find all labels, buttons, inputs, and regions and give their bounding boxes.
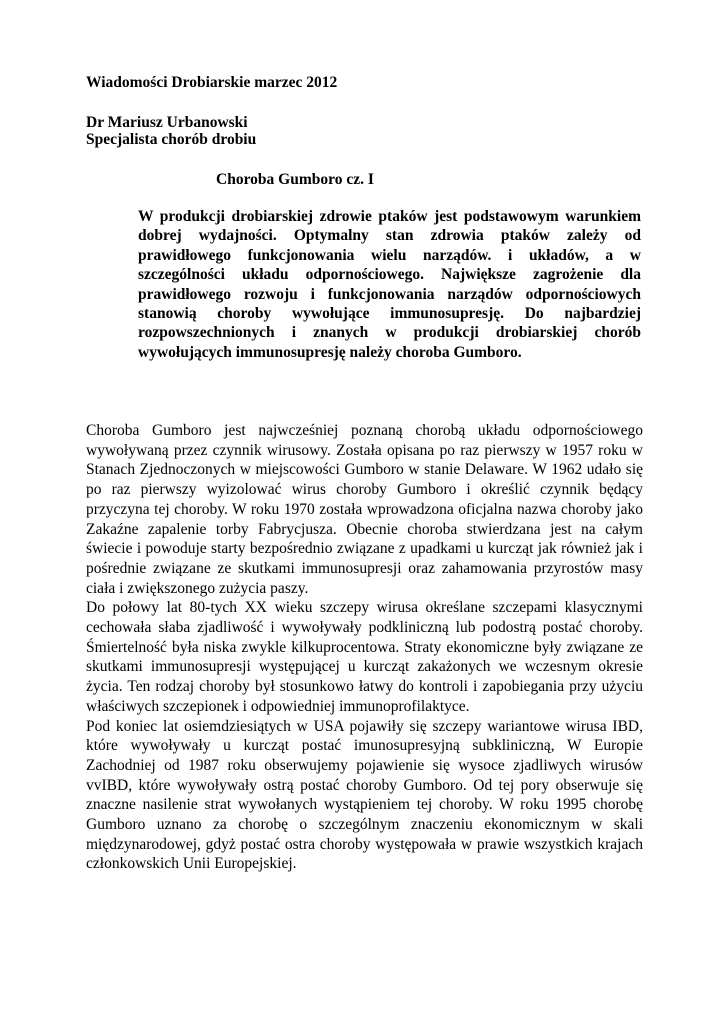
body-paragraph: Pod koniec lat osiemdziesiątych w USA pojawiły się szczepy wariantowe wirusa IBD, które wywoływały u kurcząt postać imunosupresyjną subkliniczną, W Europie Zachodniej od 1987 roku obserwujemy pojawienie się wysoce zjadliwych wirusów vvIBD, które wywoływały ostrą postać choroby Gumboro. Od tej pory obserwuje się znaczne nasilenie strat wywołanych wystąpieniem tej choroby. W roku 1995 chorobę Gumboro uznano za chorobę o szczególnym znaczeniu ekonomicznym w skali międzynarodowej, gdyż postać ostra choroby występowała w prawie wszystkich krajach członkowskich Unii Europejskiej. <box>86 717 643 873</box>
author-name: Dr Mariusz Urbanowski <box>86 114 248 131</box>
body-paragraph: Choroba Gumboro jest najwcześniej poznaną chorobą układu odpornościowego wywoływaną przez czynnik wirusowy. Została opisana po raz pierwszy w 1957 roku w Stanach Zjednoczonych w miejscowości Gumboro w stanie Delaware. W 1962 udało się po raz pierwszy wyizolować wirus choroby Gumboro i określić czynnik będący przyczyna tej choroby. W roku 1970 została wprowadzona oficjalna nazwa choroby jako Zakaźne zapalenie torby Fabrycjusza. Obecnie choroba stwierdzana jest na całym świecie i powoduje starty bezpośrednio związane z upadkami u kurcząt jak również jak i pośrednie związane ze skutkami immunosupresji oraz zahamowania przyrostów masy ciała i zwiększonego zużycia paszy. <box>86 422 643 597</box>
article-lead: W produkcji drobiarskiej zdrowie ptaków jest podstawowym warunkiem dobrej wydajności. Optymalny stan zdrowia ptaków zależy od prawidłowego funkcjonowania wielu narządów. i układów, a w szczególności układu odpornościowego. Największe zagrożenie dla prawidłowego rozwoju i funkcjonowania narządów odpornościowych stanowią choroby wywołujące immunosupresję. Do najbardziej rozpowszechnionych i znanych w produkcji drobiarskiej chorób wywołujących immunosupresję należy choroba Gumboro. <box>138 208 641 361</box>
article-title: Choroba Gumboro cz. I <box>216 171 374 188</box>
body-paragraph: Do połowy lat 80-tych XX wieku szczepy wirusa określane szczepami klasycznymi cechowała słaba zjadliwość i wywoływały podkliniczną lub podostrą postać choroby. Śmiertelność była niska zwykle kilkuprocentowa. Straty ekonomiczne były związane ze skutkami immunosupresji występującej u kurcząt zakażonych we wczesnym okresie życia. Ten rodzaj choroby był stosunkowo łatwy do kontroli i zapobiegania przy użyciu właściwych szczepionek i odpowiedniej immunoprofilaktyce. <box>86 599 643 715</box>
article-body <box>86 421 643 874</box>
author-role: Specjalista chorób drobiu <box>86 131 257 148</box>
publication-line: Wiadomości Drobiarskie marzec 2012 <box>86 74 338 91</box>
